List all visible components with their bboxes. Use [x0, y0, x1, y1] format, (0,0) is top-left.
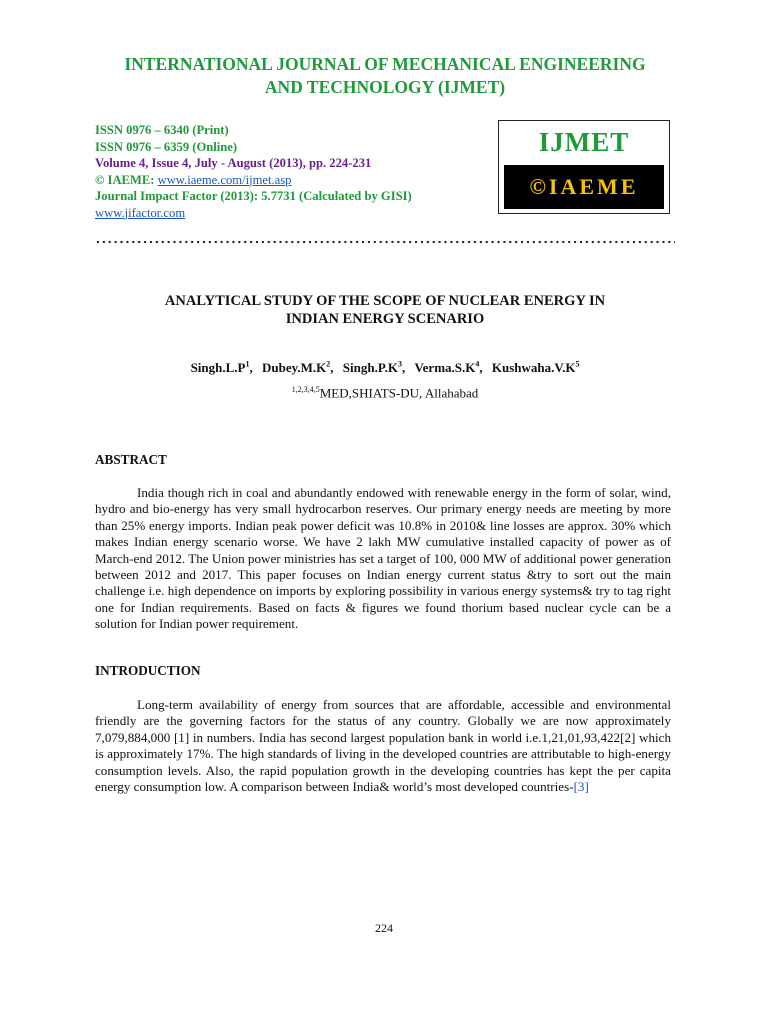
journal-meta — [95, 122, 412, 221]
author-name: Dubey.M.K — [261, 360, 327, 376]
author-name: Singh.L.P — [190, 360, 246, 376]
abstract-text: India though rich in coal and abundantly endowed with renewable energy in the form of solar, wind, hydro and bio-energy has very small hydrocarbon reserves. Our primary energy needs are meeting by more than 25% energy imports. Indian peak power deficit was 10.8% in 2010& line losses are approx. 30% which makes Indian energy scenario worse. We have 2 lakh MW cumulative installed capacity of power as of March-end 2012. The Union power ministries has set a target of 100, 000 MW of additional power generation between 2012 and 2017. This paper focuses on Indian energy current status &try to sort out the main challenge i.e. high dependence on imports by exploring possibility in various energy systems& try to tag right one for Indian requirements. Based on facts & figures we found thorium based nuclear cycle can be a solution for Indian power requirement. — [95, 485, 671, 632]
author-name: Verma.S.K — [414, 360, 476, 376]
author-sup: 3 — [397, 360, 402, 369]
introduction-text — [95, 697, 671, 795]
affiliation — [95, 385, 675, 401]
issn-online: ISSN 0976 – 6359 (Online) — [95, 139, 238, 154]
author-list — [95, 360, 675, 376]
journal-title — [60, 53, 710, 99]
jifactor-line — [95, 205, 412, 222]
paper-title-line2: INDIAN ENERGY SCENARIO — [285, 311, 485, 327]
author-name: Singh.P.K — [342, 360, 398, 376]
author: $Verma.S.K^4$, — [414, 360, 483, 376]
ijmet-logo — [498, 120, 670, 214]
introduction-body: Long-term availability of energy from sources that are affordable, accessible and environmental friendly are the governing factors for the status of any country. Globally we are now approximately 7,079,884,000 [1] in numbers. India has second largest population bank in world i.e.1,21,01,93,422[2] which is approximately 17%. The high standards of living in the developed countries are attributable to high-energy consumption levels. Also, the rapid population growth in the developing countries has kept the per capita energy consumption low. A comparison between India& world’s most developed countries- — [95, 697, 671, 795]
jifactor-link[interactable]: www.jifactor.com — [95, 205, 186, 220]
journal-title-line1: INTERNATIONAL JOURNAL OF MECHANICAL ENGINEERING — [124, 54, 646, 74]
abstract-heading: ABSTRACT — [95, 452, 167, 467]
author-sup: 1 — [245, 360, 250, 369]
author-sup: 4 — [475, 360, 480, 369]
author-sup: 5 — [575, 360, 580, 369]
affiliation-text: MED,SHIATS-DU, Allahabad — [319, 385, 479, 401]
paper-title-line1: ANALYTICAL STUDY OF THE SCOPE OF NUCLEAR ENERGY IN — [164, 293, 606, 309]
author — [492, 360, 580, 375]
logo-bottom-text: ©IAEME — [504, 165, 664, 209]
iaeme-prefix: © IAEME: — [95, 172, 158, 187]
issn-print: ISSN 0976 – 6340 (Print) — [95, 123, 229, 137]
journal-title-line2: AND TECHNOLOGY (IJMET) — [264, 77, 506, 97]
iaeme-link[interactable]: www.iaeme.com/ijmet.asp — [157, 172, 292, 187]
author-name: Kushwaha.V.K — [491, 360, 576, 376]
dotted-divider — [95, 238, 675, 246]
impact-factor: Journal Impact Factor (2013): 5.7731 (Calculated by GISI) — [95, 189, 412, 203]
volume-info: Volume 4, Issue 4, July - August (2013), pp. 224-231 — [95, 156, 372, 170]
reference-link[interactable]: [3] — [573, 779, 589, 795]
page-number: 224 — [375, 921, 393, 935]
author-sup: 2 — [326, 360, 331, 369]
introduction-heading: INTRODUCTION — [95, 663, 201, 678]
author: $Singh.L.P^1$, — [190, 360, 253, 376]
iaeme-line — [95, 172, 412, 189]
logo-top-text: IJMET — [538, 127, 630, 157]
author: $Dubey.M.K^2$, — [261, 360, 334, 376]
affiliation-sup: 1,2,3,4,5 — [291, 385, 320, 394]
paper-title — [95, 292, 675, 328]
author: $Singh.P.K^3$, — [342, 360, 406, 376]
